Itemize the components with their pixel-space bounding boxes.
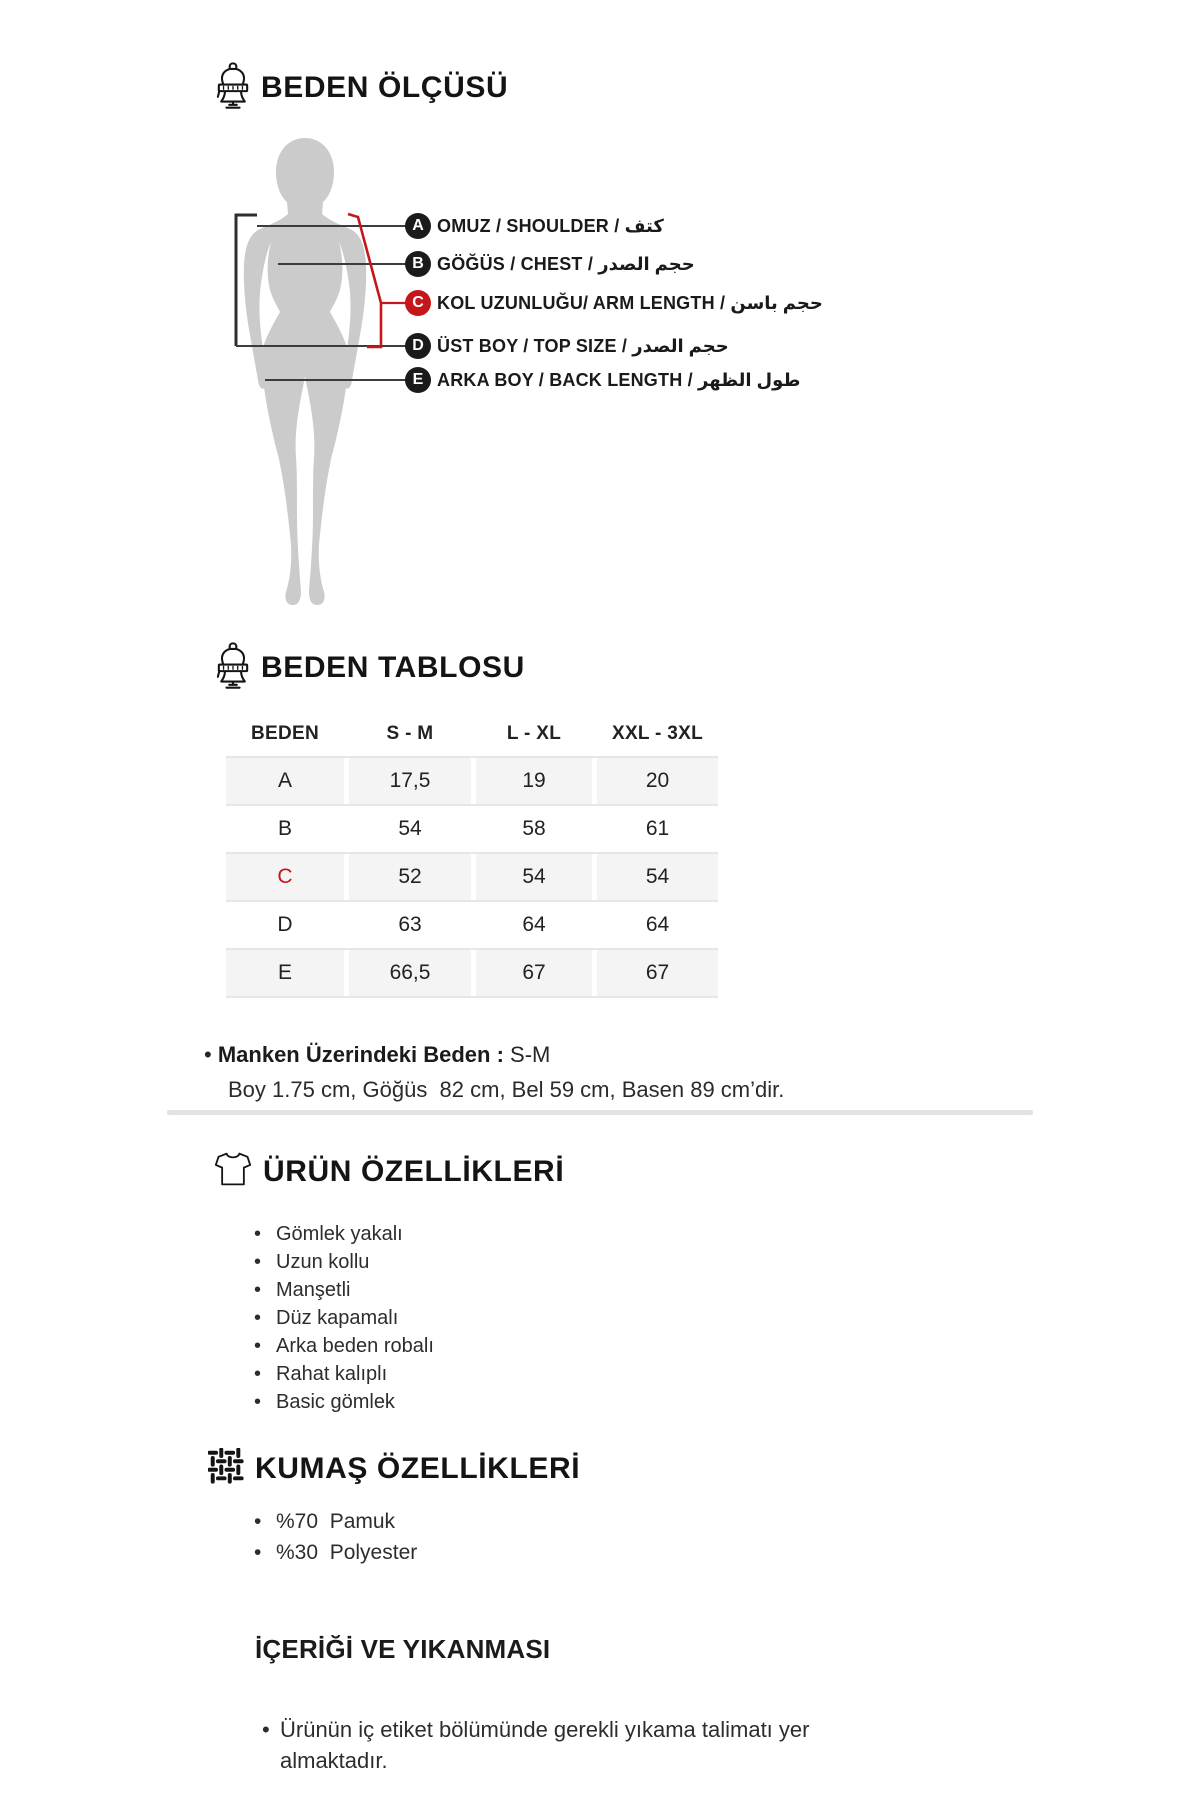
dress-form-icon bbox=[216, 60, 250, 115]
table-row bbox=[226, 948, 718, 998]
badge-e bbox=[405, 367, 431, 393]
cell-value: 54 bbox=[349, 806, 471, 852]
bullet: • bbox=[204, 1042, 212, 1067]
badge-b bbox=[405, 251, 431, 277]
list-item: • Basic gömlek bbox=[254, 1388, 434, 1416]
list-item: • Arka beden robalı bbox=[254, 1332, 434, 1360]
page-title: BEDEN ÖLÇÜSÜ bbox=[261, 70, 509, 104]
row-label: A bbox=[226, 758, 344, 804]
badge-a-letter: A bbox=[412, 217, 424, 234]
badge-c bbox=[405, 290, 431, 316]
cell-value: 61 bbox=[597, 806, 718, 852]
model-size-label: Manken Üzerindeki Beden : bbox=[217, 1042, 504, 1067]
list-item: • Rahat kalıplı bbox=[254, 1360, 434, 1388]
size-table-header bbox=[216, 640, 525, 695]
measurement-label-arm-length: KOL UZUNLUĞU/ ARM LENGTH / حجم باسن bbox=[437, 293, 823, 313]
list-item: • Gömlek yakalı bbox=[254, 1220, 434, 1248]
list-item: • Ürünün iç etiket bölümünde gerekli yıkama talimatı yer almaktadır. bbox=[262, 1714, 922, 1776]
care-instructions-list bbox=[262, 1714, 922, 1776]
cell-value: 19 bbox=[476, 758, 592, 804]
model-measurements: Boy 1.75 cm, Göğüs 82 cm, Bel 59 cm, Basen 89 cm’dir. bbox=[228, 1077, 785, 1102]
list-item: • Uzun kollu bbox=[254, 1248, 434, 1276]
fabric-features-header bbox=[208, 1448, 580, 1489]
row-label: E bbox=[226, 950, 344, 996]
measurement-label-chest: GÖĞÜS / CHEST / حجم الصدر bbox=[437, 254, 695, 274]
list-item: • Düz kapamalı bbox=[254, 1304, 434, 1332]
fabric-composition-list bbox=[254, 1506, 417, 1568]
table-row bbox=[226, 804, 718, 852]
table-header-row bbox=[226, 712, 718, 756]
column-header-l-xl: L - XL bbox=[506, 723, 562, 744]
badge-c-letter: C bbox=[412, 294, 424, 311]
tshirt-icon bbox=[214, 1150, 252, 1193]
product-features-header bbox=[214, 1150, 564, 1193]
product-features-list bbox=[254, 1220, 434, 1416]
cell-value: 20 bbox=[597, 758, 718, 804]
measurement-label-back-length: ARKA BOY / BACK LENGTH / طول الظهر bbox=[437, 370, 801, 390]
badge-d-letter: D bbox=[412, 337, 424, 354]
row-label: C bbox=[226, 854, 344, 900]
product-features-title: ÜRÜN ÖZELLİKLERİ bbox=[263, 1154, 565, 1188]
column-header-s-m: S - M bbox=[386, 723, 434, 744]
row-label: B bbox=[226, 806, 344, 852]
model-size-line bbox=[204, 1042, 784, 1068]
column-header-beden: BEDEN bbox=[250, 723, 319, 744]
fabric-weave-icon bbox=[208, 1448, 244, 1489]
cell-value: 17,5 bbox=[349, 758, 471, 804]
list-item: • %70 Pamuk bbox=[254, 1506, 417, 1537]
cell-value: 64 bbox=[476, 902, 592, 948]
care-section-title: İÇERİĞİ VE YIKANMASI bbox=[255, 1634, 551, 1664]
size-guide-header bbox=[216, 60, 508, 115]
list-item: • Manşetli bbox=[254, 1276, 434, 1304]
model-size-info bbox=[204, 1042, 784, 1103]
table-row bbox=[226, 900, 718, 948]
badge-d bbox=[405, 333, 431, 359]
cell-value: 67 bbox=[476, 950, 592, 996]
list-item: • %30 Polyester bbox=[254, 1537, 417, 1568]
cell-value: 67 bbox=[597, 950, 718, 996]
row-label: D bbox=[226, 902, 344, 948]
table-row bbox=[226, 852, 718, 900]
size-table-title: BEDEN TABLOSU bbox=[261, 650, 525, 684]
badge-e-letter: E bbox=[412, 371, 424, 388]
fabric-features-title: KUMAŞ ÖZELLİKLERİ bbox=[255, 1451, 581, 1485]
model-size-value: S-M bbox=[510, 1042, 551, 1067]
table-row bbox=[226, 756, 718, 804]
cell-value: 54 bbox=[597, 854, 718, 900]
cell-value: 66,5 bbox=[349, 950, 471, 996]
measurement-label-top-size: ÜST BOY / TOP SIZE / حجم الصدر bbox=[437, 336, 729, 356]
cell-value: 54 bbox=[476, 854, 592, 900]
measurement-label-shoulder: OMUZ / SHOULDER / كتف bbox=[437, 216, 664, 236]
dress-form-icon bbox=[216, 640, 250, 695]
cell-value: 52 bbox=[349, 854, 471, 900]
section-divider bbox=[167, 1110, 1033, 1115]
size-table bbox=[226, 712, 718, 998]
column-header-xxl-3xl: XXL - 3XL bbox=[611, 723, 704, 744]
cell-value: 64 bbox=[597, 902, 718, 948]
badge-b-letter: B bbox=[412, 255, 424, 272]
badge-a bbox=[405, 213, 431, 239]
cell-value: 58 bbox=[476, 806, 592, 852]
cell-value: 63 bbox=[349, 902, 471, 948]
